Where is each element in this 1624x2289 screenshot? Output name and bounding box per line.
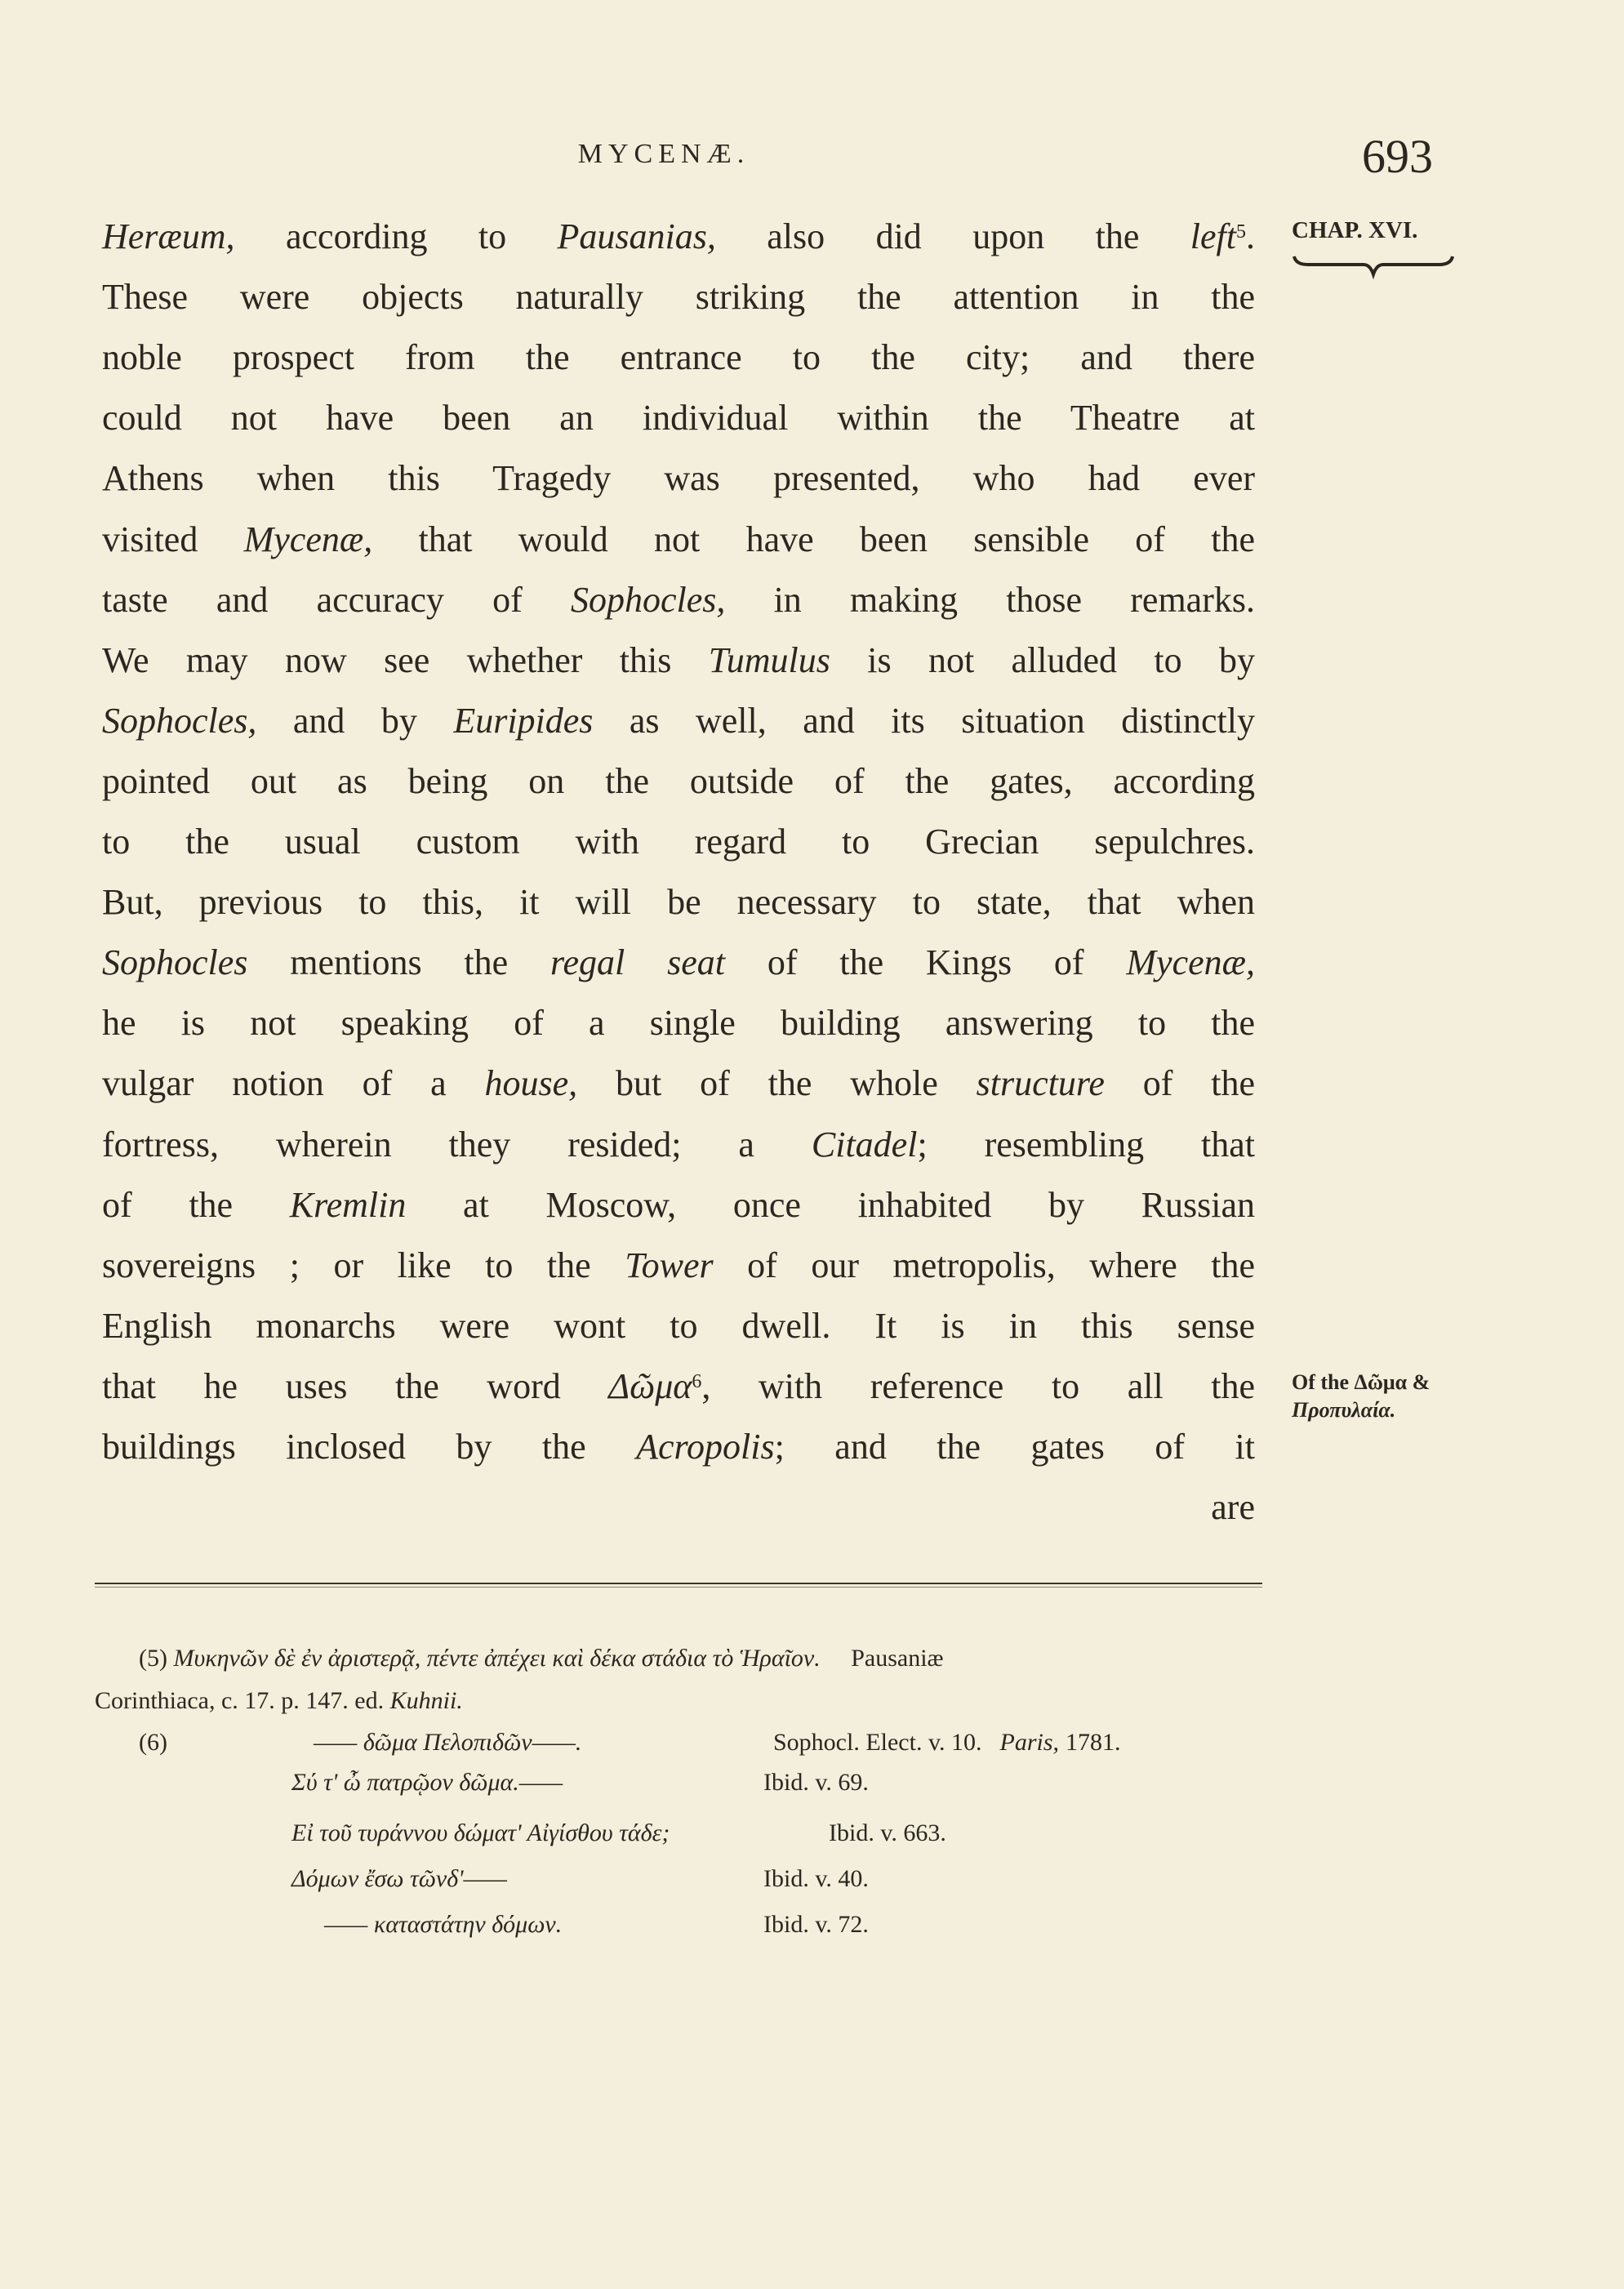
body-line <box>102 576 1255 625</box>
text: of the <box>1104 1063 1255 1104</box>
citation-text: Ibid. v. 69. <box>763 1769 869 1796</box>
edition-place: Paris, <box>999 1729 1060 1756</box>
text: noble prospect from the entrance to the city; and there <box>102 337 1255 378</box>
text: We may now see whether this <box>102 639 709 680</box>
text: but of the whole <box>577 1063 977 1104</box>
citation-text: Ibid. v. 72. <box>763 1911 869 1938</box>
body-line <box>102 454 1255 503</box>
footnote-5 <box>139 1645 944 1672</box>
text: in making those remarks. <box>725 579 1255 620</box>
text: vulgar notion of a <box>102 1063 485 1104</box>
footnote-greek-quote: —— δῶμα Πελοπιδῶν——. <box>314 1729 582 1756</box>
body-line <box>102 1181 1255 1230</box>
margin-note-line1: Of the Δῶμα & <box>1292 1370 1430 1394</box>
body-line <box>102 1423 1255 1472</box>
text: of the Kings of <box>725 942 1127 983</box>
footnote-reference-citation <box>763 1865 869 1893</box>
body-line <box>102 273 1255 322</box>
italic-text: Mycenæ, <box>243 519 373 559</box>
text: fortress, wherein they resided; a <box>102 1124 812 1165</box>
footnote-rule <box>95 1583 1262 1584</box>
citation-text: Ibid. v. 40. <box>763 1865 869 1892</box>
italic-text: Heræum, <box>102 216 235 256</box>
footnote-greek-quote: Δόμων ἔσω τῶνδ'—— <box>291 1865 507 1892</box>
text: But, previous to this, it will be necessary to state, that when <box>102 882 1255 923</box>
text: also did upon the <box>715 216 1190 256</box>
footnote-reference[interactable]: 5 <box>1236 221 1246 243</box>
italic-text: Tumulus <box>708 639 830 680</box>
footnote-reference-citation <box>763 1769 869 1797</box>
text: of the <box>102 1184 290 1225</box>
text: and by <box>256 700 454 741</box>
italic-text: Citadel <box>811 1124 918 1165</box>
body-line <box>102 878 1255 927</box>
text: Athens when this Tragedy was presented, who had ever <box>102 458 1255 499</box>
text: to the usual custom with regard to Grecian sepulchres. <box>102 822 1255 862</box>
brace-ornament <box>1292 255 1455 283</box>
text: taste and accuracy of <box>102 579 571 620</box>
footnote-reference-citation <box>763 1911 869 1939</box>
text: at Moscow, once inhabited by Russian <box>406 1184 1255 1225</box>
body-line <box>102 636 1255 685</box>
italic-text: left <box>1190 216 1236 256</box>
footnote-source: Pausaniæ <box>851 1645 944 1672</box>
italic-text: Acropolis <box>636 1427 775 1467</box>
italic-text: Tower <box>625 1245 714 1285</box>
footnote-greek-quote: —— καταστάτην δόμων. <box>324 1911 563 1938</box>
italic-text: Pausanias, <box>557 216 716 256</box>
text: visited <box>102 519 244 559</box>
body-line <box>102 1241 1255 1290</box>
italic-text: Δῶμα <box>608 1365 692 1406</box>
text: he is not speaking of a single building answering to the <box>102 1003 1255 1044</box>
body-line <box>102 817 1255 866</box>
italic-text: regal seat <box>550 942 725 983</box>
body-line <box>102 333 1255 382</box>
footnote-citation: Corinthiaca, c. 17. p. 147. ed. <box>95 1687 385 1714</box>
italic-text: Kremlin <box>289 1184 407 1225</box>
italic-text: Euripides <box>453 700 594 741</box>
text: that he uses the word <box>102 1365 609 1406</box>
footnote-5-line2 <box>95 1687 463 1715</box>
text: ; and the gates of it <box>774 1427 1255 1467</box>
text: These were objects naturally striking the attention in the <box>102 277 1255 318</box>
footnote-reference[interactable]: 6 <box>692 1370 702 1392</box>
footnote-rule-thin <box>95 1587 1262 1588</box>
text: of our metropolis, where the <box>713 1245 1256 1285</box>
footnote-marker: (5) <box>139 1645 167 1672</box>
text: , with reference to all the <box>701 1365 1255 1406</box>
body-line <box>102 1059 1255 1108</box>
italic-text: Sophocles, <box>570 579 726 620</box>
text: as well, and its situation distinctly <box>593 700 1255 741</box>
text: ; resembling that <box>917 1124 1256 1165</box>
footnote-greek: Μυκηνῶν δὲ ἐν ἀριστερᾷ, πέντε ἀπέχει καὶ δέκα στάδια τὸ Ἡραῖον. <box>173 1645 821 1672</box>
text: according to <box>234 216 558 256</box>
body-line <box>102 938 1255 987</box>
text: . <box>1246 216 1255 256</box>
text: sovereigns ; or like to the <box>102 1245 625 1285</box>
body-line <box>102 1362 1255 1411</box>
footnote-reference-citation <box>773 1729 1121 1757</box>
body-line <box>102 1120 1255 1169</box>
page-number: 693 <box>1362 130 1433 183</box>
text: mentions the <box>247 942 551 983</box>
margin-note-line2: Προπυλαία. <box>1292 1398 1396 1422</box>
footnote-greek-quote: Σύ τ' ὦ πατρῷον δῶμα.—— <box>291 1769 563 1796</box>
text: English monarchs were wont to dwell. It is in this sense <box>102 1305 1255 1346</box>
text: pointed out as being on the outside of the gates, according <box>102 760 1255 801</box>
text: that would not have been sensible of the <box>372 519 1256 559</box>
italic-text: structure <box>976 1063 1105 1104</box>
body-line <box>102 697 1255 746</box>
citation-text: Ibid. v. 663. <box>829 1819 946 1846</box>
citation-text: Sophocl. Elect. v. 10. <box>773 1729 982 1756</box>
italic-text: Sophocles <box>102 942 248 983</box>
text: is not alluded to by <box>830 639 1255 680</box>
italic-text: Mycenæ, <box>1126 942 1255 983</box>
body-line <box>102 999 1255 1048</box>
footnote-reference-citation <box>829 1819 946 1847</box>
footnote-greek-quote: Εἰ τοῦ τυράννου δώματ' Αἰγίσθου τάδε; <box>291 1819 670 1846</box>
body-line <box>102 212 1255 261</box>
footnote-6-marker: (6) <box>139 1729 167 1756</box>
chapter-label: CHAP. XVI. <box>1292 217 1418 243</box>
text: are <box>1211 1487 1255 1528</box>
text: buildings inclosed by the <box>102 1427 637 1467</box>
running-title: MYCENÆ. <box>577 139 750 169</box>
body-line <box>102 1483 1255 1532</box>
body-line <box>102 1302 1255 1351</box>
text: could not have been an individual within the Theatre at <box>102 398 1255 439</box>
body-line <box>102 394 1255 443</box>
edition-year: 1781. <box>1066 1729 1121 1756</box>
body-line <box>102 757 1255 806</box>
italic-text: Sophocles, <box>102 700 257 741</box>
body-line <box>102 515 1255 564</box>
italic-text: house, <box>484 1063 578 1104</box>
footnote-editor: Kuhnii. <box>389 1687 463 1714</box>
